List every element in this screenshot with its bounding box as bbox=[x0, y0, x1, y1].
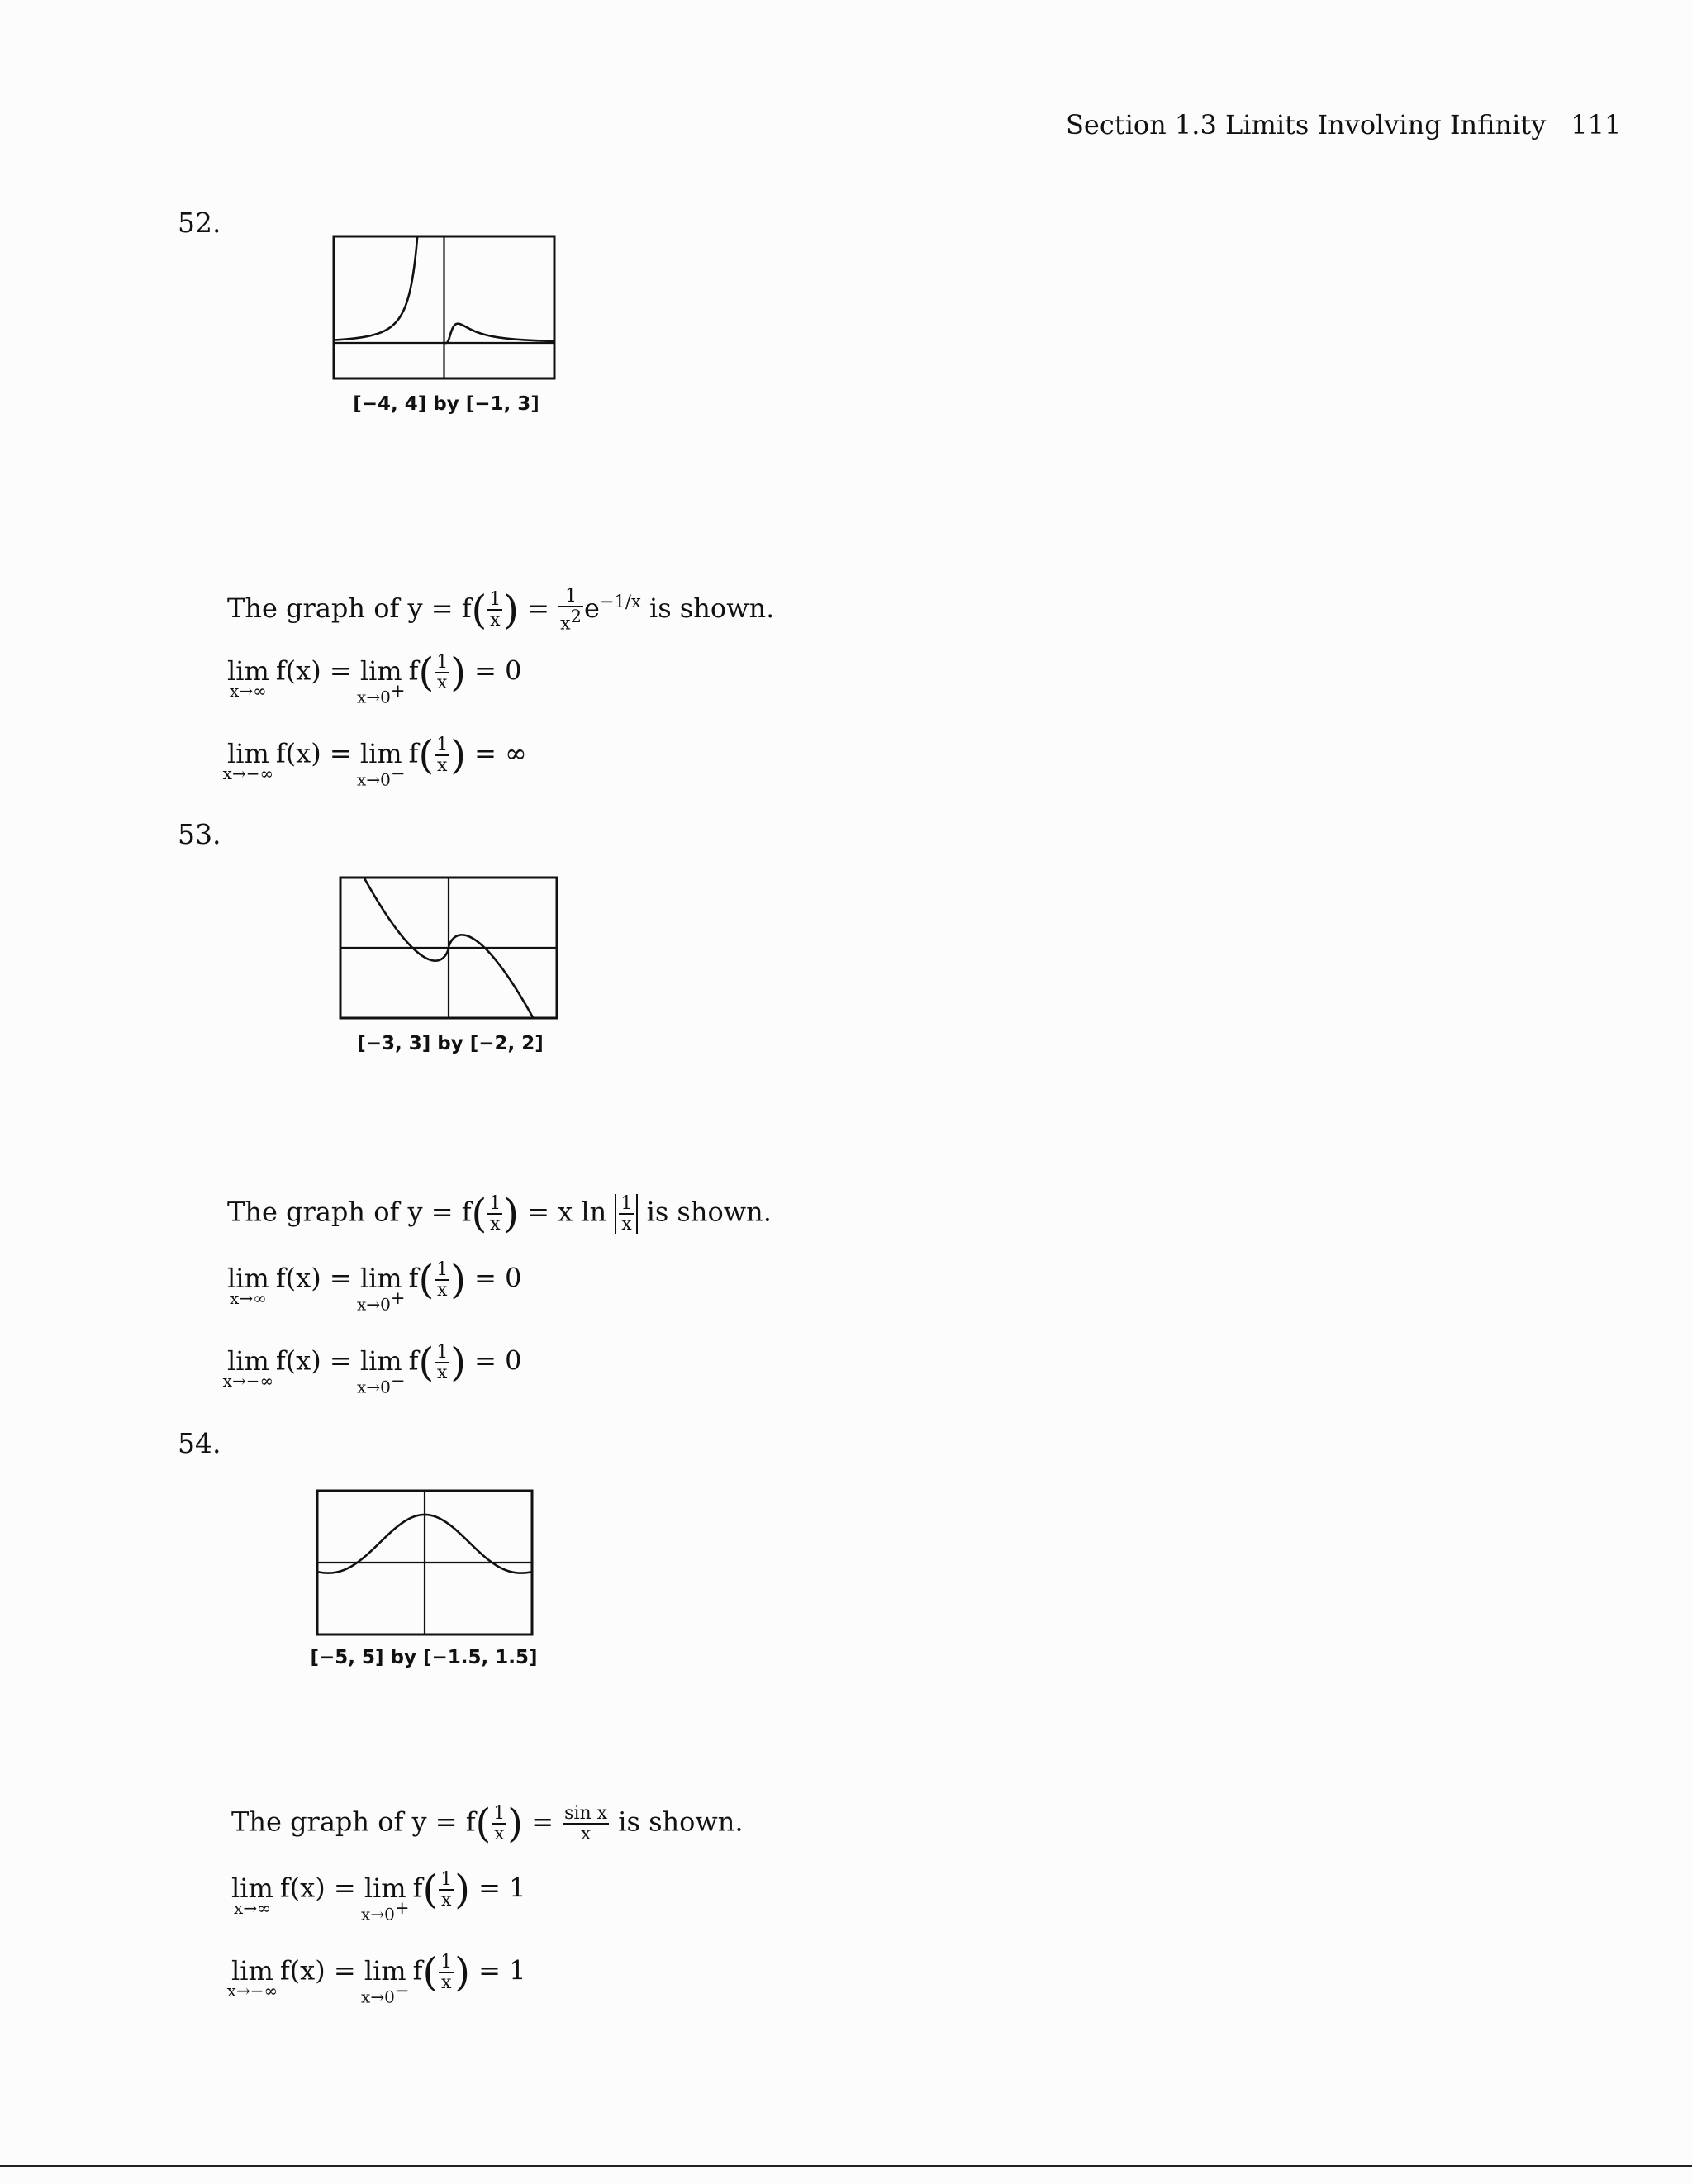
lim-sub-text: x→0 bbox=[357, 1294, 391, 1315]
graph-52-svg bbox=[330, 233, 558, 382]
denominator: x bbox=[437, 673, 448, 694]
problem-number-52: 52. bbox=[178, 207, 221, 239]
lim-word: lim bbox=[359, 1344, 402, 1377]
lim-subscript bbox=[357, 1370, 406, 1397]
lim-word: lim bbox=[231, 1954, 273, 1987]
graph-52 bbox=[330, 233, 558, 382]
numerator: 1 bbox=[558, 587, 583, 607]
lim-subscript: x→∞ bbox=[234, 1897, 271, 1918]
denominator: x bbox=[621, 1214, 632, 1235]
numerator: 1 bbox=[436, 735, 449, 755]
statement-text: The graph of y = f bbox=[227, 1196, 472, 1228]
denominator: x bbox=[437, 1363, 448, 1384]
lim-word: lim bbox=[227, 737, 269, 769]
numerator: 1 bbox=[489, 589, 501, 611]
page-number: 111 bbox=[1571, 109, 1622, 140]
lim-word: lim bbox=[231, 1872, 273, 1904]
statement-52: The graph of y = f( $\frac{1}{x}$ ) = $\frac{1}{x^2}$ $e^{-1/x}$ is shown. bbox=[227, 586, 775, 635]
lim-subscript bbox=[357, 765, 405, 788]
result: = 0 bbox=[465, 654, 522, 687]
statement-tail: is shown. bbox=[638, 1196, 772, 1228]
fraction bbox=[619, 1194, 634, 1234]
result: = ∞ bbox=[465, 737, 527, 769]
numerator: 1 bbox=[493, 1803, 506, 1824]
exponent: −1/x bbox=[599, 592, 641, 612]
bottom-rule bbox=[0, 2165, 1692, 2167]
statement-tail: is shown. bbox=[640, 592, 775, 624]
lim-subscript: x→∞ bbox=[230, 1287, 267, 1308]
section-title: Section 1.3 Limits Involving Infinity bbox=[1066, 109, 1547, 140]
numerator: 1 bbox=[489, 1193, 501, 1214]
statement-text: The graph of y = f bbox=[231, 1806, 476, 1838]
base-e: e bbox=[583, 592, 600, 624]
window-caption-53: [−3, 3] by [−2, 2] bbox=[357, 1033, 544, 1054]
window-caption-54: [−5, 5] by [−1.5, 1.5] bbox=[310, 1647, 538, 1668]
lim-subscript bbox=[357, 680, 406, 707]
lim-side: − bbox=[394, 1980, 410, 2001]
fx: f(x) = bbox=[275, 1262, 360, 1294]
result: = 1 bbox=[469, 1872, 526, 1904]
denominator: x bbox=[441, 1890, 452, 1911]
fraction bbox=[439, 1953, 454, 1992]
fraction bbox=[435, 1260, 449, 1300]
limit-operator bbox=[357, 1262, 406, 1315]
lim-sub-text: x→0 bbox=[357, 687, 391, 707]
numerator: 1 bbox=[440, 1869, 453, 1890]
limit-52-b: lim x→−∞ f(x) = lim x→0− f( $\frac{1}{x}$ ) = ∞ bbox=[222, 732, 527, 790]
graph-53-svg bbox=[337, 874, 560, 1021]
limit-52-a: lim x→∞ f(x) = lim x→0+ f( $\frac{1}{x}$ ) = 0 bbox=[227, 649, 522, 707]
denominator: x bbox=[490, 1214, 501, 1235]
limit-operator bbox=[227, 1262, 269, 1308]
window-caption-52: [−4, 4] by [−1, 3] bbox=[353, 393, 539, 415]
lim-subscript bbox=[361, 1982, 409, 2006]
limit-operator bbox=[357, 654, 406, 707]
limit-operator bbox=[357, 1344, 406, 1397]
fraction bbox=[435, 653, 449, 692]
limit-operator bbox=[222, 1344, 274, 1391]
lim-subscript: x→−∞ bbox=[222, 1370, 274, 1391]
limit-operator bbox=[227, 654, 269, 701]
lim-word: lim bbox=[364, 1872, 406, 1904]
page-header bbox=[1066, 109, 1621, 140]
statement-text: The graph of y = f bbox=[227, 592, 472, 624]
fx: f(x) = bbox=[275, 737, 360, 769]
statement-tail: is shown. bbox=[610, 1806, 744, 1838]
denominator-base: x bbox=[560, 613, 571, 635]
exponent: 2 bbox=[570, 607, 582, 627]
statement-mid: = x ln bbox=[519, 1196, 615, 1228]
absolute-value bbox=[615, 1194, 638, 1234]
graph-53 bbox=[337, 874, 560, 1021]
limit-54-b: lim x→−∞ f(x) = lim x→0− f( $\frac{1}{x}$ ) = 1 bbox=[226, 1949, 526, 2007]
result: = 1 bbox=[469, 1954, 526, 1987]
lim-word: lim bbox=[227, 1344, 269, 1377]
fraction bbox=[439, 1870, 454, 1910]
numerator: 1 bbox=[440, 1952, 453, 1972]
denominator bbox=[558, 607, 583, 633]
denominator: x bbox=[490, 610, 501, 631]
numerator: 1 bbox=[436, 1259, 449, 1280]
lim-sub-text: x→0 bbox=[357, 1377, 391, 1397]
limit-53-b: lim x→−∞ f(x) = lim x→0− f( $\frac{1}{x}$ ) = 0 bbox=[222, 1339, 522, 1397]
denominator: x bbox=[441, 1972, 452, 1994]
result: = 0 bbox=[465, 1262, 522, 1294]
statement-54: The graph of y = f( $\frac{1}{x}$ ) = $\frac{\text{sin x}}{x}$ is shown. bbox=[231, 1801, 744, 1848]
statement-53: The graph of y = f( $\frac{1}{x}$ ) = x ln $\frac{1}{x}$ is shown. bbox=[227, 1191, 772, 1238]
equals: = bbox=[523, 1806, 563, 1838]
lim-side: + bbox=[390, 680, 406, 701]
limit-54-a: lim x→∞ f(x) = lim x→0+ f( $\frac{1}{x}$ ) = 1 bbox=[231, 1867, 526, 1925]
graph-54-svg bbox=[314, 1487, 535, 1638]
fraction bbox=[492, 1804, 506, 1844]
numerator: 1 bbox=[436, 652, 449, 673]
lim-subscript: x→−∞ bbox=[222, 763, 274, 783]
fx: f(x) = bbox=[275, 654, 360, 687]
limit-operator bbox=[357, 737, 406, 790]
fraction bbox=[487, 590, 502, 630]
limit-operator bbox=[361, 1872, 410, 1925]
lim-word: lim bbox=[359, 737, 402, 769]
lim-side: − bbox=[390, 763, 406, 783]
fraction bbox=[435, 735, 449, 775]
fraction bbox=[563, 1804, 609, 1844]
lim-side: + bbox=[390, 1287, 406, 1308]
lim-word: lim bbox=[359, 1262, 402, 1294]
equals: = bbox=[519, 592, 558, 624]
limit-53-a: lim x→∞ f(x) = lim x→0+ f( $\frac{1}{x}$ ) = 0 bbox=[227, 1257, 522, 1315]
numerator: sin x bbox=[564, 1803, 608, 1824]
result: = 0 bbox=[465, 1344, 522, 1377]
denominator: x bbox=[494, 1824, 505, 1845]
limit-operator bbox=[226, 1954, 278, 2001]
lim-sub-text: x→0 bbox=[357, 769, 391, 790]
lim-subscript: x→∞ bbox=[230, 680, 267, 701]
lim-sub-text: x→0 bbox=[361, 1987, 395, 2007]
lim-subscript bbox=[361, 1897, 410, 1925]
fraction bbox=[435, 1343, 449, 1382]
lim-subscript bbox=[357, 1287, 406, 1315]
lim-sub-text: x→0 bbox=[361, 1904, 395, 1925]
fx: f(x) = bbox=[279, 1872, 364, 1904]
lim-word: lim bbox=[227, 654, 269, 687]
numerator: 1 bbox=[620, 1193, 633, 1214]
fraction bbox=[487, 1194, 502, 1234]
denominator: x bbox=[580, 1824, 592, 1845]
denominator: x bbox=[437, 755, 448, 777]
lim-word: lim bbox=[359, 654, 402, 687]
fx: f(x) = bbox=[275, 1344, 360, 1377]
lim-word: lim bbox=[227, 1262, 269, 1294]
fx: f(x) = bbox=[279, 1954, 364, 1987]
limit-operator bbox=[222, 737, 274, 783]
problem-number-53: 53. bbox=[178, 818, 221, 850]
limit-operator bbox=[231, 1872, 273, 1918]
problem-number-54: 54. bbox=[178, 1427, 221, 1459]
numerator: 1 bbox=[436, 1342, 449, 1363]
graph-54 bbox=[314, 1487, 535, 1638]
lim-subscript: x→−∞ bbox=[226, 1980, 278, 2001]
fraction bbox=[558, 587, 583, 634]
limit-operator bbox=[361, 1954, 410, 2007]
lim-side: + bbox=[394, 1897, 410, 1918]
lim-word: lim bbox=[364, 1954, 406, 1987]
lim-side: − bbox=[390, 1370, 406, 1391]
denominator: x bbox=[437, 1280, 448, 1301]
